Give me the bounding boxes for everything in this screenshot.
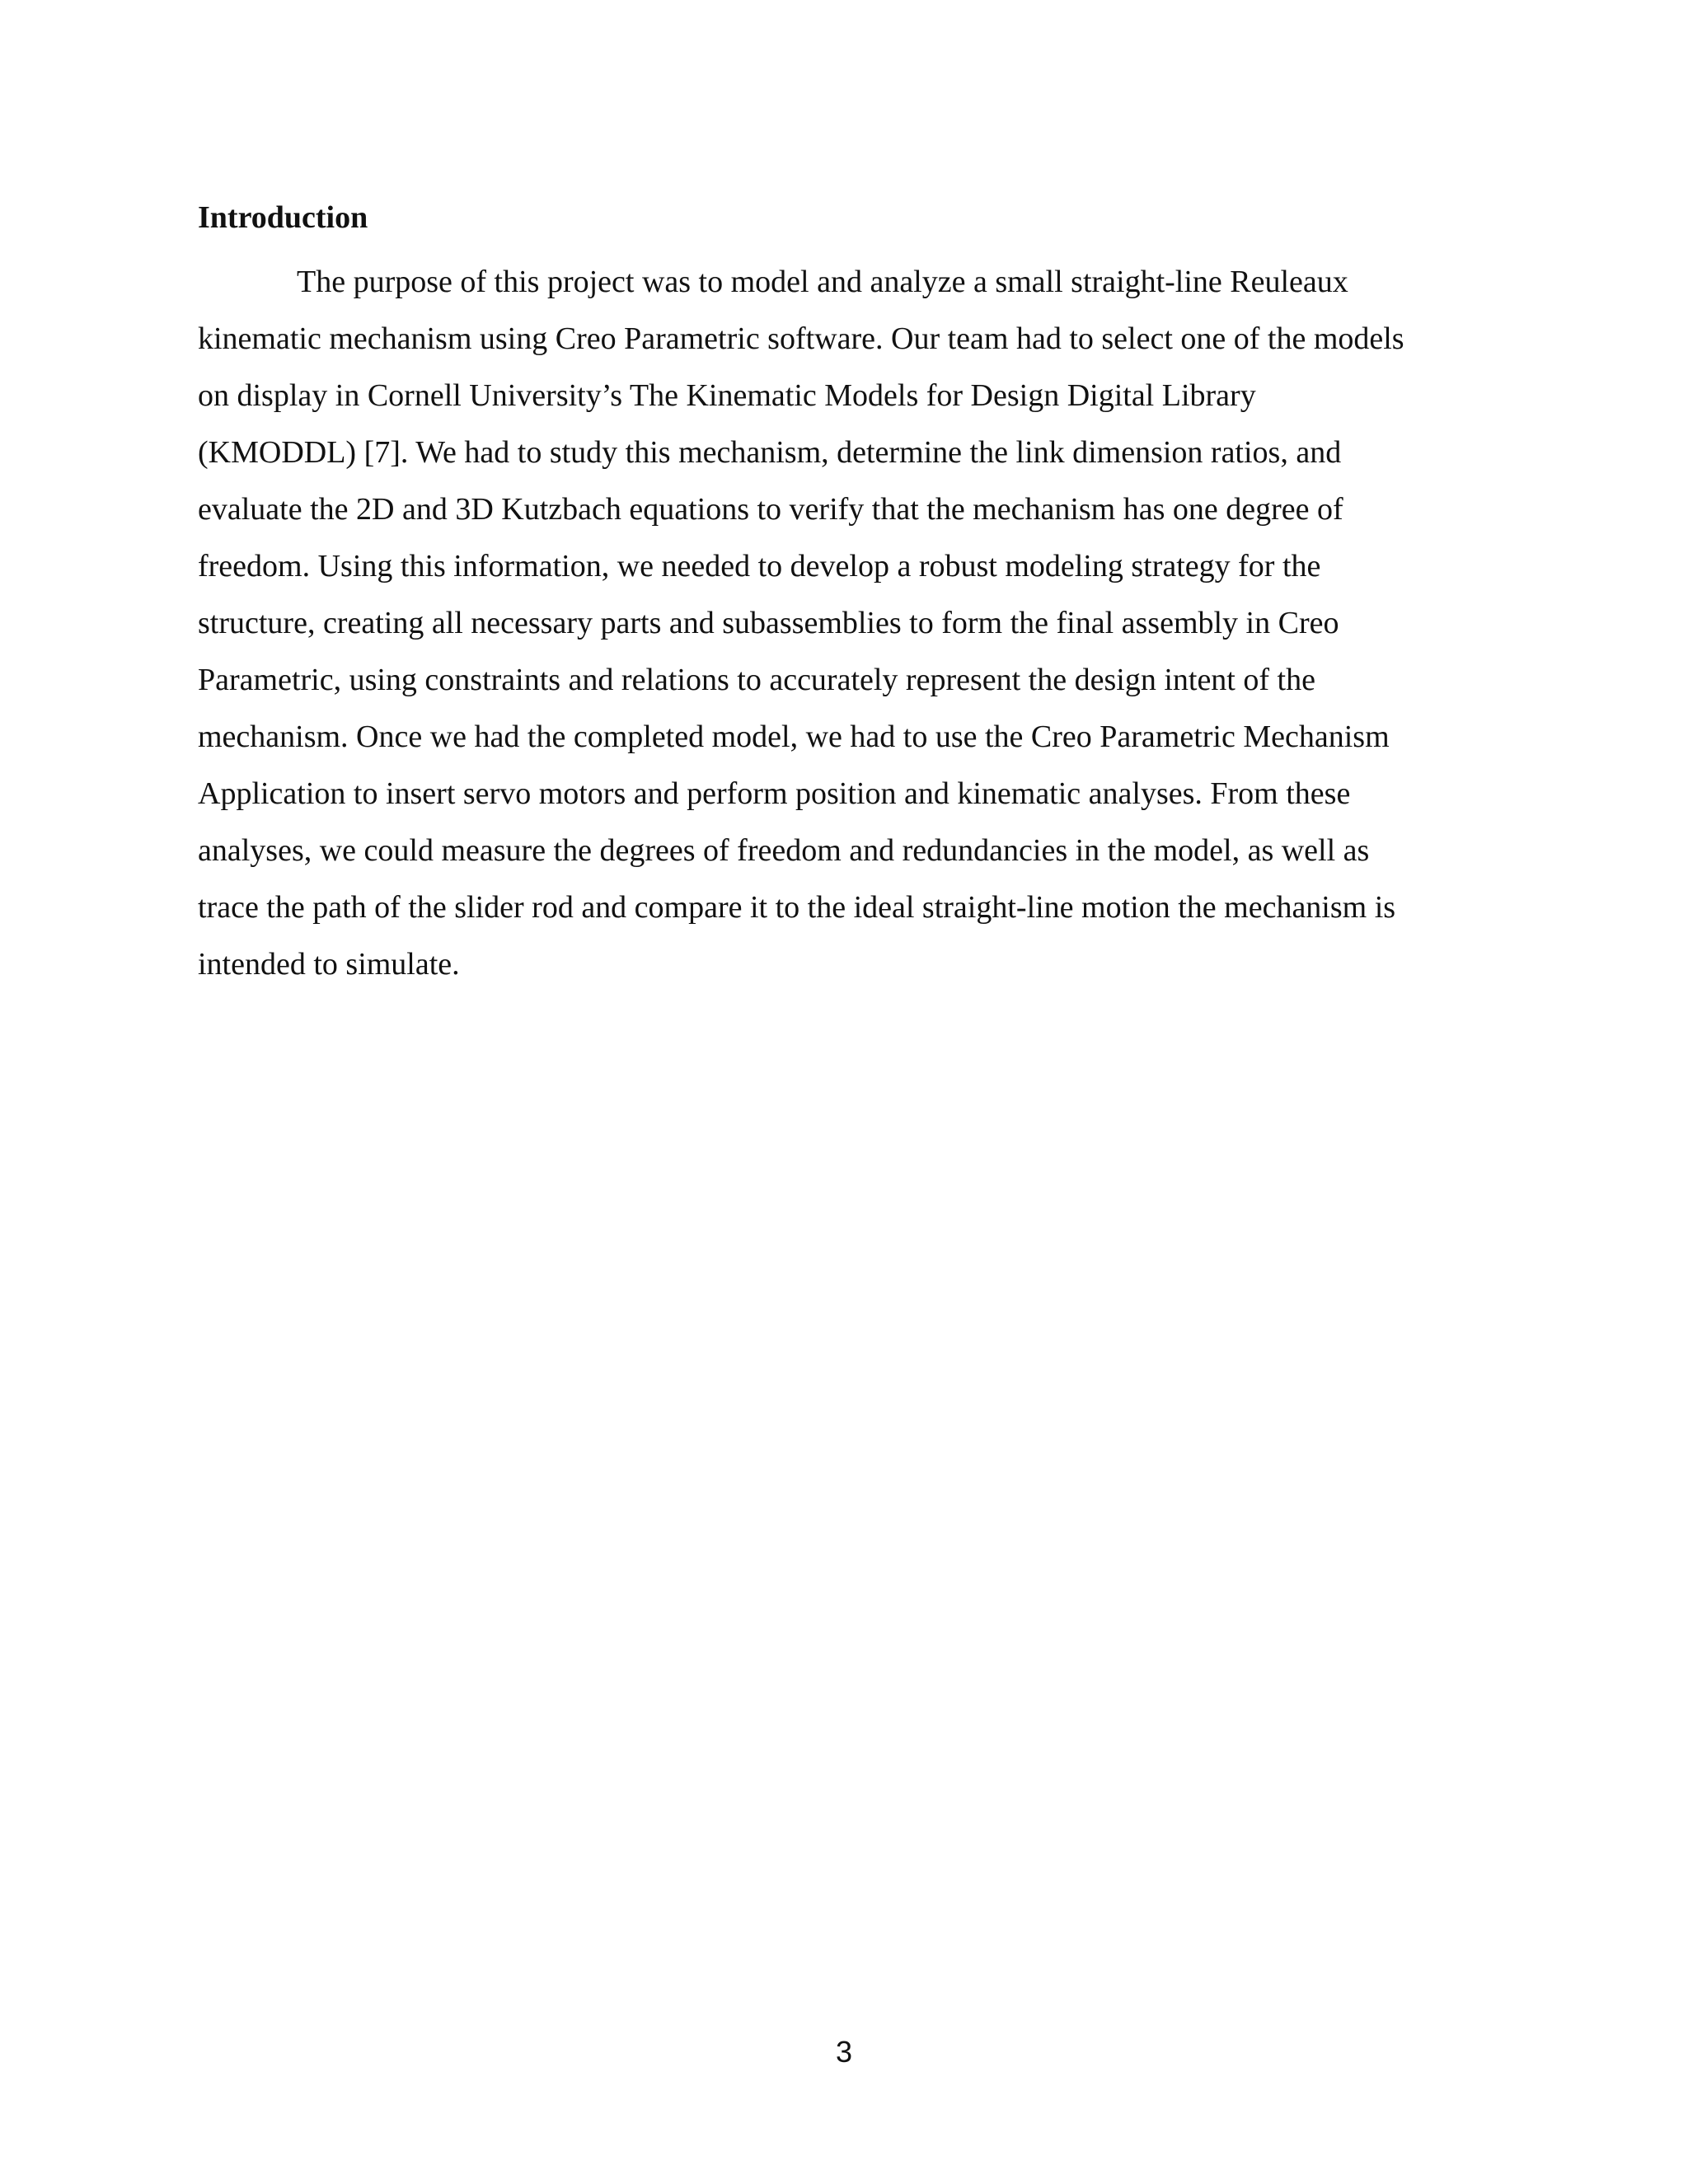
paragraph-line: Application to insert servo motors and perform position and kinematic analyses. From these (198, 776, 1351, 811)
paragraph-line: trace the path of the slider rod and compare it to the ideal straight-line motion the mechanism is (198, 890, 1396, 925)
paragraph-line: structure, creating all necessary parts and subassemblies to form the final assembly in Creo (198, 606, 1339, 640)
paragraph-line: mechanism. Once we had the completed model, we had to use the Creo Parametric Mechanism (198, 719, 1390, 754)
section-heading: Introduction (198, 200, 368, 235)
paragraph-line: intended to simulate. (198, 947, 460, 982)
paragraph-line: Parametric, using constraints and relations to accurately represent the design intent of the (198, 663, 1315, 697)
page-number: 3 (835, 2035, 853, 2069)
paragraph-line: (KMODDL) [7]. We had to study this mechanism, determine the link dimension ratios, and (198, 435, 1342, 470)
paragraph-line: kinematic mechanism using Creo Parametric software. Our team had to select one of the models (198, 321, 1404, 356)
paragraph-line: on display in Cornell University’s The Kinematic Models for Design Digital Library (198, 378, 1256, 413)
introduction-paragraph (198, 254, 1500, 993)
paragraph-line: evaluate the 2D and 3D Kutzbach equations to verify that the mechanism has one degree of (198, 492, 1343, 527)
paragraph-line: freedom. Using this information, we needed to develop a robust modeling strategy for the (198, 549, 1321, 583)
paragraph-line: analyses, we could measure the degrees of freedom and redundancies in the model, as well as (198, 833, 1370, 868)
page-content (198, 196, 1500, 993)
paragraph-line: The purpose of this project was to model and analyze a small straight-line Reuleaux (297, 265, 1348, 299)
